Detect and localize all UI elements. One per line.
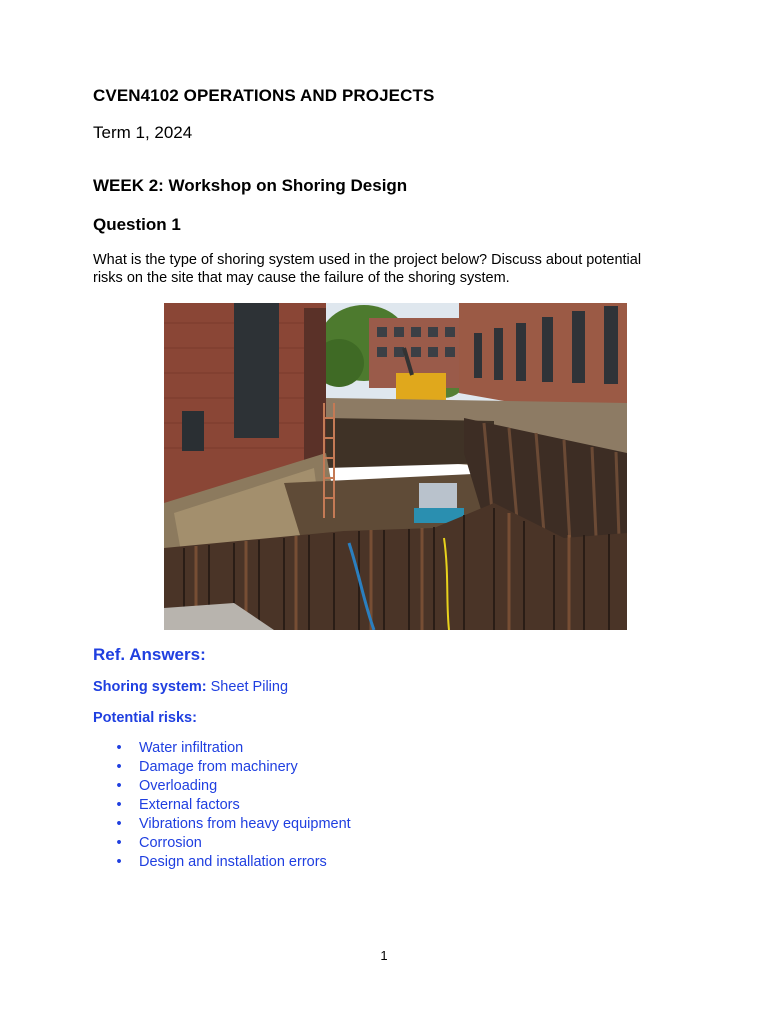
bullet-icon: • [116,816,122,832]
list-item: • Corrosion [113,834,351,853]
answers-heading: Ref. Answers: [93,645,206,664]
risks-list [113,739,351,872]
bullet-icon: • [116,740,122,756]
week-title: WEEK 2: Workshop on Shoring Design [93,176,408,195]
shoring-system-line [93,679,288,695]
term-label: Term 1, 2024 [93,123,193,142]
excavation-photo [164,303,627,630]
question-text: What is the type of shoring system used in the project below? Discuss about potential risks on the site that may cause the failure of the shoring system. [93,252,642,286]
course-title: CVEN4102 OPERATIONS AND PROJECTS [93,86,435,105]
bullet-icon: • [116,778,122,794]
list-item: • External factors [113,796,351,815]
list-item: • Overloading [113,777,351,796]
shoring-system-label: Shoring system: [93,679,207,695]
page-number: 1 [380,948,388,963]
bullet-icon: • [116,759,122,775]
list-item: • Damage from machinery [113,758,351,777]
shoring-system-value: Sheet Piling [206,679,289,695]
bullet-icon: • [116,854,122,870]
bullet-icon: • [116,797,122,813]
list-item: • Water infiltration [113,739,351,758]
bullet-icon: • [116,835,122,851]
list-item: • Design and installation errors [113,853,351,872]
risks-heading: Potential risks: [93,710,197,726]
question-title: Question 1 [93,215,181,234]
list-item: • Vibrations from heavy equipment [113,815,351,834]
